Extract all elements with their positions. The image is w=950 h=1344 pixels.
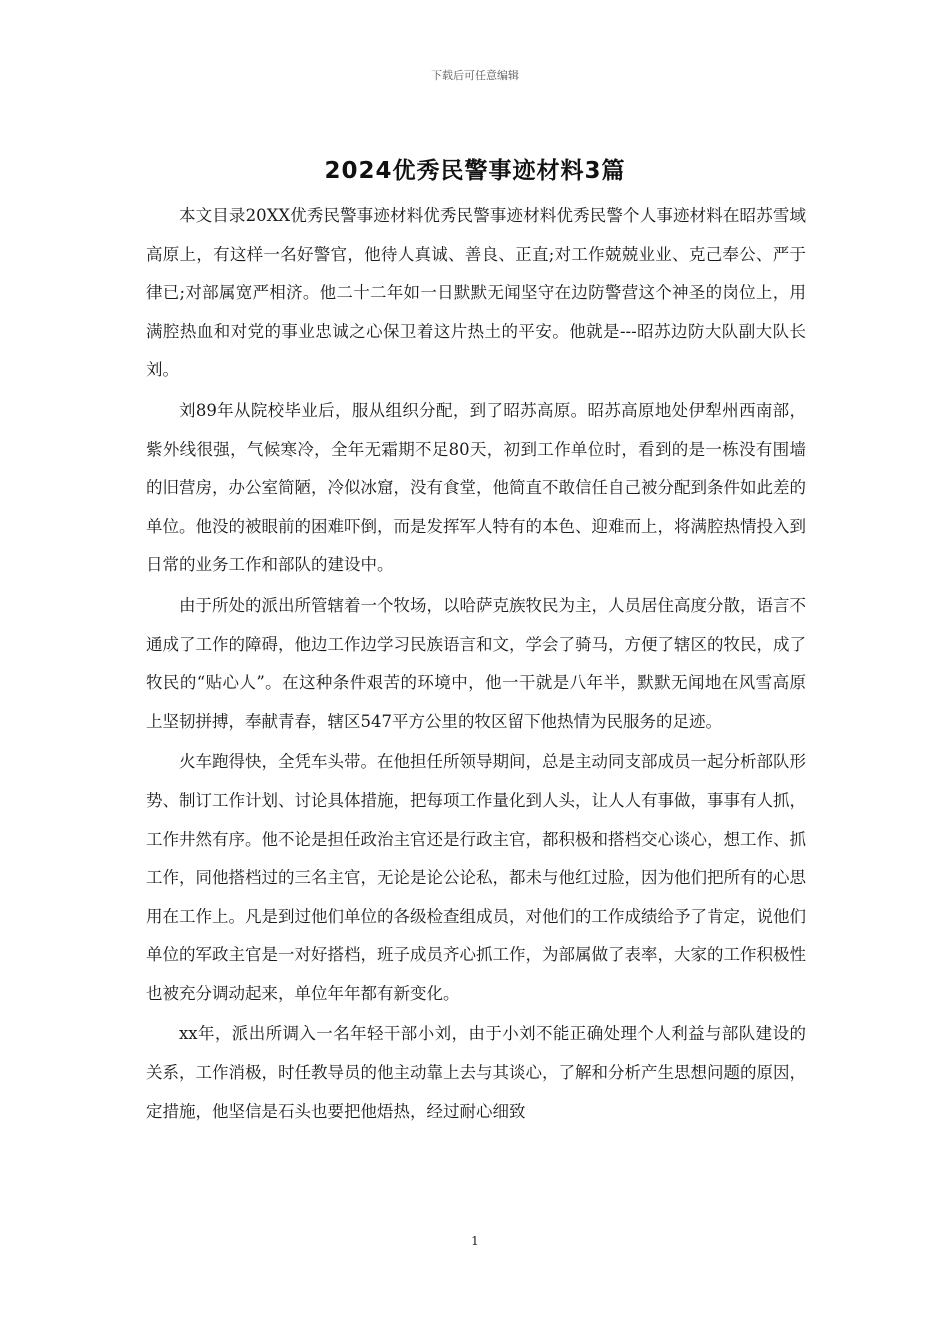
- paragraph: 火车跑得快，全凭车头带。在他担任所领导期间，总是主动同支部成员一起分析部队形势、制订工作计划、讨论具体措施，把每项工作量化到人头，让人人有事做，事事有人抓，工作井然有序。他不论是担任政治主官还是行政主官，都积极和搭档交心谈心，想工作、抓工作，同他搭档过的三名主官，无论是论公论私，都未与他红过脸，因为他们把所有的心思用在工作上。凡是到过他们单位的各级检查组成员，对他们的工作成绩给予了肯定，说他们单位的军政主官是一对好搭档，班子成员齐心抓工作，为部属做了表率，大家的工作积极性也被充分调动起来，单位年年都有新变化。: [146, 752, 806, 1003]
- paragraph: 由于所处的派出所管辖着一个牧场，以哈萨克族牧民为主，人员居住高度分散，语言不通成了工作的障碍，他边工作边学习民族语言和文，学会了骑马，方便了辖区的牧民，成了牧民的“贴心人”。在这种条件艰苦的环境中，他一干就是八年半，默默无闻地在风雪高原上坚韧拼搏，奉献青春，辖区547平方公里的牧区留下他热情为民服务的足迹。: [146, 595, 806, 731]
- document-title: 2024优秀民警事迹材料3篇: [324, 158, 626, 184]
- document-body: [146, 197, 806, 1133]
- paragraph: xx年，派出所调入一名年轻干部小刘，由于小刘不能正确处理个人利益与部队建设的关系，工作消极，时任教导员的他主动靠上去与其谈心，了解和分析产生思想问题的原因，定措施，他坚信是石头也要把他焐热，经过耐心细致: [146, 1024, 806, 1121]
- paragraph: 刘89年从院校毕业后，服从组织分配，到了昭苏高原。昭苏高原地处伊犁州西南部，紫外线很强，气候寒冷，全年无霜期不足80天，初到工作单位时，看到的是一栋没有围墙的旧营房，办公室简陋，冷似冰窟，没有食堂，他简直不敢信任自己被分配到条件如此差的单位。他没的被眼前的困难吓倒，而是发挥军人特有的本色、迎难而上，将满腔热情投入到日常的业务工作和部队的建设中。: [146, 400, 806, 575]
- page-number: 1: [471, 1234, 479, 1248]
- paragraph: 本文目录20XX优秀民警事迹材料优秀民警事迹材料优秀民警个人事迹材料在昭苏雪域高原上，有这样一名好警官，他待人真诚、善良、正直;对工作兢兢业业、克己奉公、严于律已;对部属宽严相济。他二十二年如一日默默无闻坚守在边防警营这个神圣的岗位上，用满腔热血和对党的事业忠诚之心保卫着这片热土的平安。他就是---昭苏边防大队副大队长刘。: [146, 206, 806, 380]
- page-header-note: 下载后可任意编辑: [431, 69, 519, 82]
